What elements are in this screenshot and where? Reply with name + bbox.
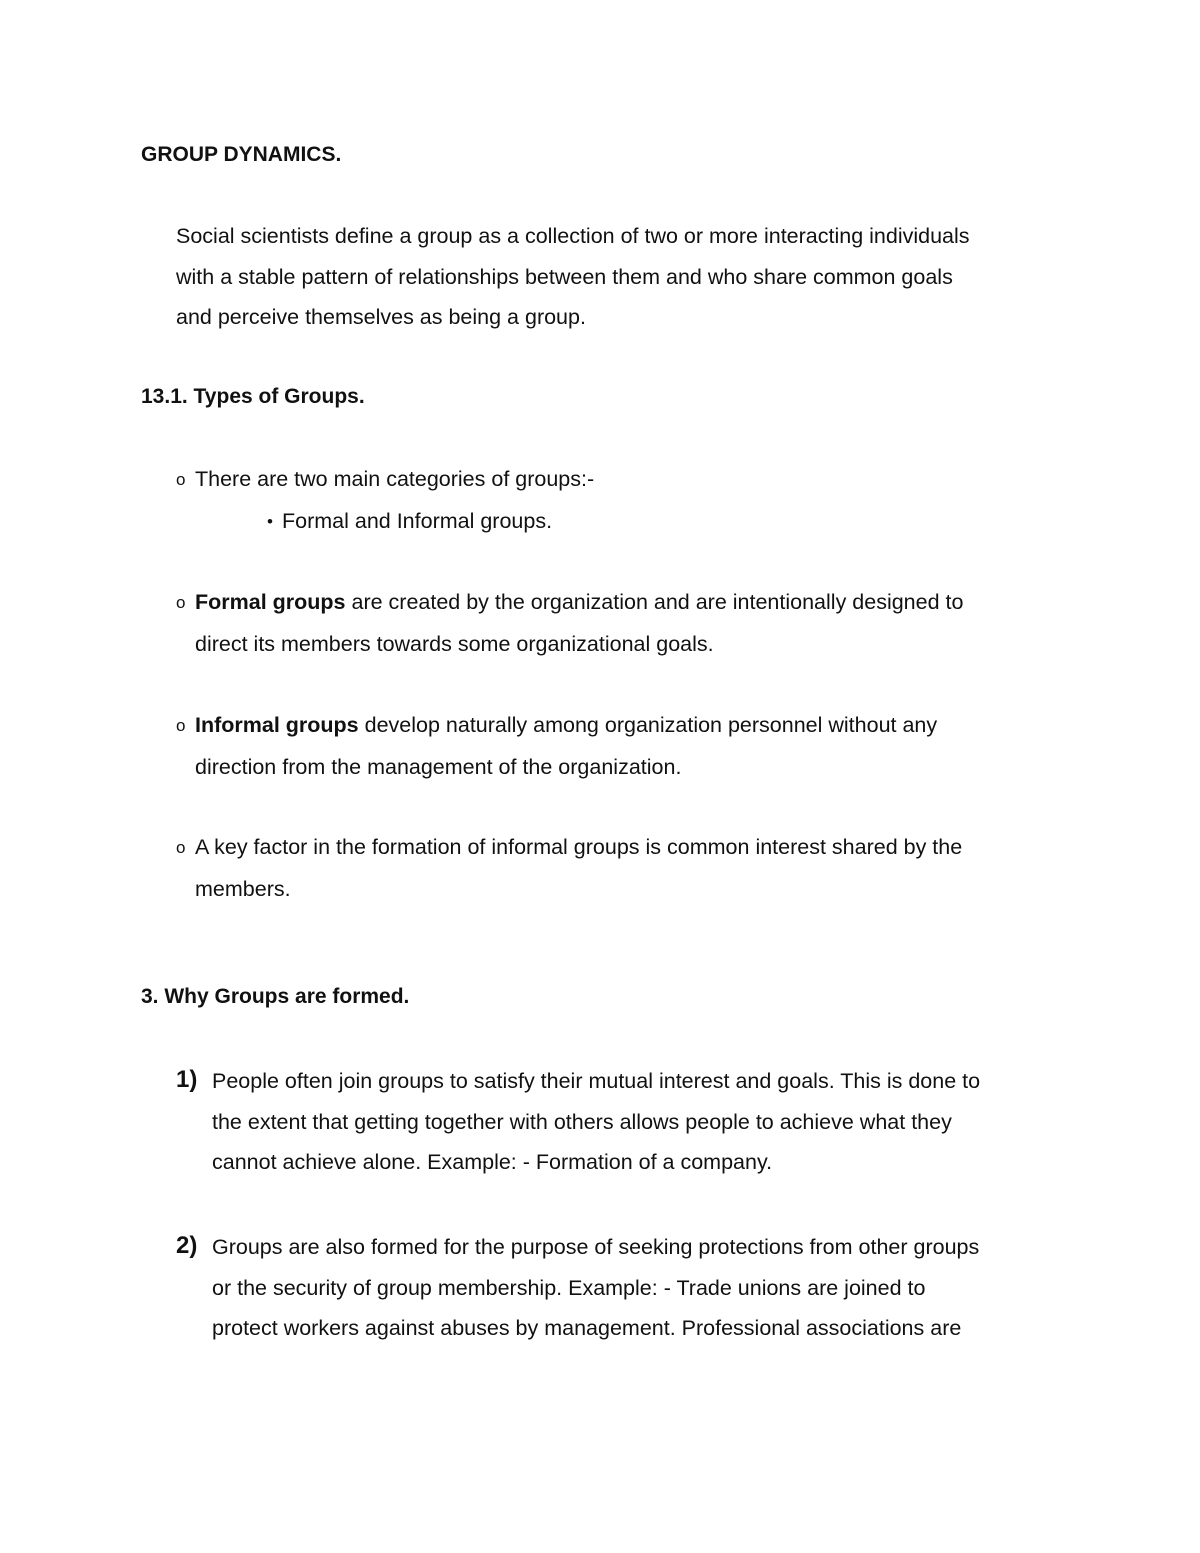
intro-line: Social scientists define a group as a collection of two or more interacting individuals xyxy=(176,224,970,248)
numbered-item xyxy=(212,1227,979,1349)
list-item-text: direct its members towards some organizational goals. xyxy=(195,631,714,656)
list-item xyxy=(176,582,963,664)
list-item xyxy=(176,827,962,909)
list-item-text: develop naturally among organization personnel without any xyxy=(358,713,938,737)
list-item-text: direction from the management of the organization. xyxy=(195,754,682,779)
list-item xyxy=(176,459,594,501)
number-marker: 1) xyxy=(176,1066,198,1093)
numbered-item-text: protect workers against abuses by management. Professional associations are xyxy=(212,1316,962,1340)
circle-bullet-icon: o xyxy=(176,470,186,489)
intro-line: and perceive themselves as being a group. xyxy=(176,305,586,329)
filled-bullet-icon: • xyxy=(267,512,273,531)
document-title: GROUP DYNAMICS. xyxy=(141,143,342,166)
numbered-item-text: People often join groups to satisfy their mutual interest and goals. This is done to xyxy=(212,1069,981,1093)
numbered-item-text: Groups are also formed for the purpose of seeking protections from other groups xyxy=(212,1235,980,1259)
intro-line: with a stable pattern of relationships between them and who share common goals xyxy=(176,264,953,289)
circle-bullet-icon: o xyxy=(176,716,186,735)
circle-bullet-icon: o xyxy=(176,593,186,612)
circle-bullet-icon: o xyxy=(176,838,186,857)
number-marker: 2) xyxy=(176,1232,198,1259)
numbered-item-text: cannot achieve alone. Example: - Formation of a company. xyxy=(212,1150,773,1174)
list-item xyxy=(176,705,937,787)
term-formal-groups: Formal groups xyxy=(195,590,346,614)
intro-paragraph xyxy=(176,216,970,338)
section-heading-types: 13.1. Types of Groups. xyxy=(141,385,365,408)
list-item-text: are created by the organization and are intentionally designed to xyxy=(345,590,964,614)
sub-list-item xyxy=(267,501,552,543)
numbered-item xyxy=(212,1061,980,1183)
term-informal-groups: Informal groups xyxy=(195,713,359,737)
numbered-item-text: or the security of group membership. Example: - Trade unions are joined to xyxy=(212,1275,926,1300)
section-heading-why: 3. Why Groups are formed. xyxy=(141,985,410,1008)
list-item-text: There are two main categories of groups:- xyxy=(195,467,595,491)
list-item-text: A key factor in the formation of informal groups is common interest shared by the xyxy=(195,835,963,859)
list-item-text: members. xyxy=(195,876,291,901)
numbered-item-text: the extent that getting together with others allows people to achieve what they xyxy=(212,1109,952,1134)
sub-list-item-text: Formal and Informal groups. xyxy=(282,509,553,533)
